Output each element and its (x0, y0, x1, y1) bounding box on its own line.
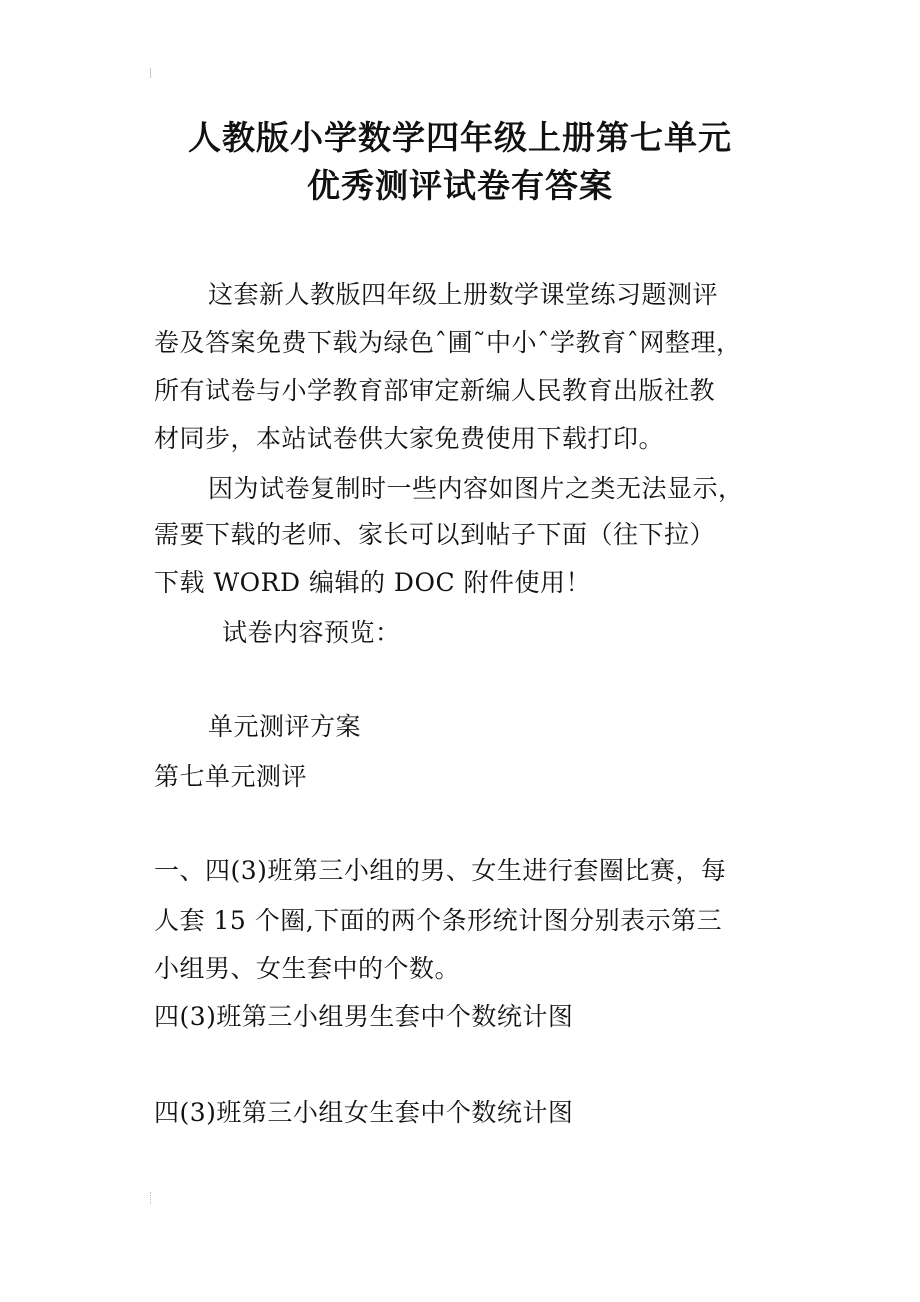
intro-line-3: 所有试卷与小学教育部审定新编人民教育出版社教 (154, 376, 716, 405)
document-title-line-2: 优秀测评试卷有答案 (307, 166, 613, 205)
chart-caption-boys: 四(3)班第三小组男生套中个数统计图 (154, 1002, 574, 1031)
notice-line-3: 下载 WORD 编辑的 DOC 附件使用！ (154, 568, 592, 597)
page-corner-mark-bottom (150, 1192, 155, 1204)
notice-line-1: 因为试卷复制时一些内容如图片之类无法显示， (208, 474, 744, 503)
unit-label: 第七单元测评 (154, 762, 308, 791)
intro-line-4: 材同步，本站试卷供大家免费使用下载打印。 (154, 424, 665, 453)
chart-caption-girls: 四(3)班第三小组女生套中个数统计图 (154, 1098, 574, 1127)
question-1-line-2: 人套 15 个圈,下面的两个条形统计图分别表示第三 (154, 906, 723, 935)
notice-line-2: 需要下载的老师、家长可以到帖子下面（往下拉） (154, 520, 716, 549)
intro-line-2: 卷及答案免费下载为绿色ˆ圃˜中小ˆ学教育ˆ网整理， (154, 328, 742, 357)
preview-label: 试卷内容预览： (222, 618, 401, 647)
question-1-line-3: 小组男、女生套中的个数。 (154, 954, 461, 983)
document-title-line-1: 人教版小学数学四年级上册第七单元 (188, 118, 732, 157)
scheme-label: 单元测评方案 (208, 712, 362, 741)
question-1-line-1: 一、四(3)班第三小组的男、女生进行套圈比赛，每 (154, 856, 727, 885)
intro-line-1: 这套新人教版四年级上册数学课堂练习题测评 (208, 280, 719, 309)
page-corner-mark (150, 68, 155, 78)
